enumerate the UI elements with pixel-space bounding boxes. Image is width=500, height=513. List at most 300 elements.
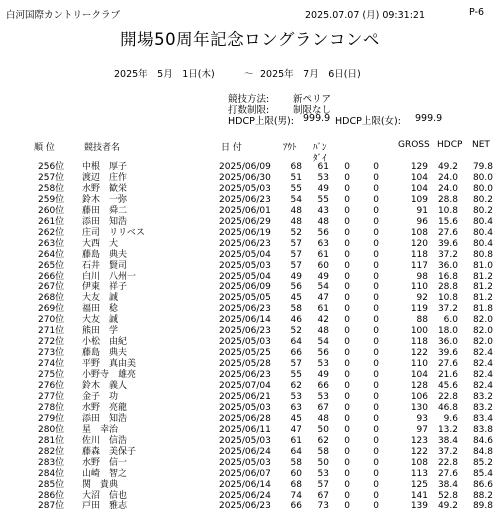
cell-net: 82.4	[472, 370, 493, 381]
cell-gross: 118	[410, 249, 428, 260]
cell-in: 43	[317, 205, 329, 216]
cell-net: 80.2	[472, 205, 493, 216]
cell-in: 54	[317, 337, 329, 348]
col-out: ｱｳﾄ	[283, 143, 297, 153]
cell-hdcp: 27.6	[437, 359, 458, 370]
cell-in: 63	[317, 238, 329, 249]
cell-count-1: 0	[344, 172, 350, 183]
cell-net: 80.4	[472, 216, 493, 227]
cell-net: 81.0	[472, 260, 493, 271]
cell-date: 2025/06/19	[219, 227, 271, 238]
cell-date: 2025/06/24	[219, 446, 271, 457]
cell-gross: 120	[410, 238, 428, 249]
cell-net: 82.0	[472, 337, 493, 348]
cell-in: 48	[317, 413, 329, 424]
cell-in: 57	[317, 479, 329, 490]
table-row	[0, 458, 500, 469]
cell-rank: 261位	[38, 216, 65, 227]
cell-count-1: 0	[344, 282, 350, 293]
cell-name: 戸田 雅志	[82, 501, 128, 512]
cell-count-1: 0	[344, 402, 350, 413]
cell-hdcp: 6.0	[443, 315, 458, 326]
cell-out: 45	[290, 413, 302, 424]
cell-in: 49	[317, 271, 329, 282]
cell-out: 68	[290, 162, 302, 172]
cell-date: 2025/07/04	[219, 381, 271, 391]
cell-gross: 119	[410, 304, 428, 315]
cell-out: 57	[290, 359, 302, 370]
cell-count-1: 0	[344, 194, 350, 205]
cell-count-2: 0	[373, 446, 379, 457]
cell-gross: 125	[410, 479, 428, 490]
cell-name: 石井 賢司	[82, 260, 128, 271]
cell-count-2: 0	[373, 315, 379, 326]
cell-hdcp: 16.8	[437, 271, 458, 282]
cell-out: 58	[290, 457, 302, 468]
cell-count-1: 0	[344, 337, 350, 348]
col-rank: 順 位	[34, 143, 55, 153]
cell-count-1: 0	[344, 304, 350, 315]
cell-out: 45	[290, 293, 302, 304]
cell-count-2: 0	[373, 435, 379, 446]
cell-name: 庄司 リリベス	[82, 227, 145, 238]
table-row	[0, 217, 500, 228]
cell-name: 藤森 美保子	[82, 446, 137, 457]
cell-out: 64	[290, 446, 302, 457]
cell-out: 48	[290, 216, 302, 227]
cell-name: 中根 厚子	[82, 162, 128, 172]
cell-date: 2025/05/03	[219, 260, 271, 271]
cell-out: 54	[290, 194, 302, 205]
cell-count-2: 0	[373, 304, 379, 315]
cell-date: 2025/06/21	[219, 391, 271, 402]
cell-in: 66	[317, 381, 329, 391]
cell-hdcp: 13.2	[437, 424, 458, 435]
cell-count-2: 0	[373, 260, 379, 271]
cell-rank: 282位	[38, 446, 65, 457]
cell-name: 平野 真由美	[82, 359, 137, 370]
cell-hdcp: 28.8	[437, 194, 458, 205]
hdcp-male-value: 999.9	[303, 113, 331, 124]
cell-count-1: 0	[344, 238, 350, 249]
cell-net: 83.8	[472, 424, 493, 435]
cell-hdcp: 37.2	[437, 304, 458, 315]
cell-date: 2025/05/05	[219, 293, 271, 304]
cell-name: 藤田 舜二	[82, 205, 128, 216]
cell-gross: 93	[416, 413, 428, 424]
cell-date: 2025/06/07	[219, 468, 271, 479]
cell-in: 58	[317, 446, 329, 457]
cell-date: 2025/06/23	[219, 238, 271, 249]
cell-net: 81.2	[472, 293, 493, 304]
cell-hdcp: 46.8	[437, 402, 458, 413]
cell-in: 49	[317, 370, 329, 381]
table-row	[0, 381, 500, 392]
col-gross: GROSS	[398, 140, 430, 150]
cell-gross: 113	[410, 468, 428, 479]
period-separator: ～	[244, 69, 254, 80]
club-name: 白河国際カントリークラブ	[6, 10, 121, 21]
cell-net: 83.2	[472, 391, 493, 402]
table-row	[0, 469, 500, 480]
cell-hdcp: 18.0	[437, 326, 458, 337]
cell-hdcp: 21.6	[437, 370, 458, 381]
cell-count-2: 0	[373, 424, 379, 435]
cell-name: 大友 誠	[82, 315, 119, 326]
table-row	[0, 370, 500, 381]
cell-name: 伊東 祥子	[82, 282, 128, 293]
cell-out: 52	[290, 326, 302, 337]
cell-gross: 118	[410, 337, 428, 348]
cell-name: 小野寺 雄亮	[82, 370, 137, 381]
cell-gross: 96	[416, 216, 428, 227]
hdcp-male-label: HDCP上限(男):	[228, 116, 294, 127]
cell-net: 85.4	[472, 468, 493, 479]
cell-count-2: 0	[373, 359, 379, 370]
cell-count-2: 0	[373, 282, 379, 293]
cell-count-1: 0	[344, 381, 350, 391]
period-start: 2025年 5月 1日(木)	[114, 69, 215, 80]
cell-count-1: 0	[344, 271, 350, 282]
cell-out: 74	[290, 490, 302, 501]
cell-out: 56	[290, 282, 302, 293]
cell-out: 68	[290, 479, 302, 490]
col-date: 日 付	[221, 143, 242, 153]
cell-count-1: 0	[344, 162, 350, 172]
cell-date: 2025/06/23	[219, 370, 271, 381]
cell-name: 星 幸治	[82, 424, 119, 435]
cell-hdcp: 49.2	[437, 501, 458, 512]
cell-count-2: 0	[373, 501, 379, 512]
cell-count-2: 0	[373, 249, 379, 260]
cell-net: 80.4	[472, 238, 493, 249]
hdcp-female-label: HDCP上限(女):	[335, 116, 401, 127]
cell-out: 66	[290, 348, 302, 359]
cell-hdcp: 10.8	[437, 205, 458, 216]
cell-net: 81.2	[472, 271, 493, 282]
cell-out: 55	[290, 183, 302, 194]
cell-count-2: 0	[373, 293, 379, 304]
cell-out: 57	[290, 260, 302, 271]
table-row	[0, 491, 500, 502]
cell-count-1: 0	[344, 424, 350, 435]
cell-gross: 122	[410, 348, 428, 359]
cell-hdcp: 22.8	[437, 391, 458, 402]
cell-rank: 273位	[38, 348, 65, 359]
cell-count-1: 0	[344, 293, 350, 304]
cell-hdcp: 28.8	[437, 282, 458, 293]
cell-count-1: 0	[344, 446, 350, 457]
cell-out: 66	[290, 501, 302, 512]
cell-date: 2025/05/04	[219, 249, 271, 260]
cell-in: 55	[317, 194, 329, 205]
cell-count-1: 0	[344, 457, 350, 468]
cell-hdcp: 38.4	[437, 435, 458, 446]
cell-date: 2025/05/03	[219, 435, 271, 446]
cell-in: 62	[317, 435, 329, 446]
cell-count-1: 0	[344, 249, 350, 260]
table-row	[0, 480, 500, 491]
cell-out: 48	[290, 205, 302, 216]
cell-hdcp: 24.0	[437, 183, 458, 194]
cell-net: 80.0	[472, 183, 493, 194]
cell-hdcp: 45.6	[437, 381, 458, 391]
cell-name: 大友 誠	[82, 293, 119, 304]
cell-count-2: 0	[373, 402, 379, 413]
col-bandai-2: ﾀﾞｲ	[313, 154, 327, 164]
cell-rank: 280位	[38, 424, 65, 435]
cell-count-2: 0	[373, 326, 379, 337]
cell-date: 2025/06/09	[219, 282, 271, 293]
cell-rank: 276位	[38, 381, 65, 391]
table-row	[0, 195, 500, 206]
cell-rank: 281位	[38, 435, 65, 446]
table-row	[0, 206, 500, 217]
cell-hdcp: 37.2	[437, 249, 458, 260]
cell-count-1: 0	[344, 216, 350, 227]
cell-in: 48	[317, 216, 329, 227]
cell-count-2: 0	[373, 205, 379, 216]
col-bandai-1: ﾊﾞﾝ	[313, 143, 327, 153]
cell-hdcp: 27.6	[437, 468, 458, 479]
table-row	[0, 293, 500, 304]
cell-count-1: 0	[344, 490, 350, 501]
cell-count-2: 0	[373, 370, 379, 381]
cell-count-1: 0	[344, 391, 350, 402]
table-row	[0, 315, 500, 326]
cell-in: 53	[317, 468, 329, 479]
cell-out: 61	[290, 435, 302, 446]
print-timestamp: 2025.07.07 (月) 09:31:21	[305, 10, 426, 21]
table-row	[0, 425, 500, 436]
cell-gross: 128	[410, 381, 428, 391]
table-row	[0, 501, 500, 512]
cell-gross: 97	[416, 424, 428, 435]
hdcp-female-value: 999.9	[415, 113, 443, 124]
cell-name: 山崎 智之	[82, 468, 128, 479]
cell-date: 2025/06/23	[219, 194, 271, 205]
cell-date: 2025/06/24	[219, 490, 271, 501]
col-hdcp: HDCP	[437, 140, 463, 150]
cell-hdcp: 39.6	[437, 238, 458, 249]
cell-net: 84.6	[472, 435, 493, 446]
cell-net: 83.2	[472, 402, 493, 413]
cell-rank: 265位	[38, 260, 65, 271]
cell-rank: 256位	[38, 162, 65, 172]
cell-count-1: 0	[344, 205, 350, 216]
cell-in: 53	[317, 359, 329, 370]
cell-out: 57	[290, 238, 302, 249]
cell-rank: 268位	[38, 293, 65, 304]
cell-net: 79.8	[472, 162, 493, 172]
cell-count-1: 0	[344, 359, 350, 370]
table-row	[0, 436, 500, 447]
cell-count-2: 0	[373, 468, 379, 479]
cell-hdcp: 36.0	[437, 337, 458, 348]
cell-hdcp: 24.0	[437, 172, 458, 183]
cell-gross: 123	[410, 435, 428, 446]
cell-net: 82.0	[472, 326, 493, 337]
cell-count-1: 0	[344, 413, 350, 424]
cell-rank: 263位	[38, 238, 65, 249]
cell-in: 61	[317, 249, 329, 260]
cell-gross: 117	[410, 260, 428, 271]
cell-in: 54	[317, 282, 329, 293]
cell-date: 2025/05/03	[219, 183, 271, 194]
cell-date: 2025/06/23	[219, 501, 271, 512]
cell-date: 2025/06/01	[219, 205, 271, 216]
cell-rank: 269位	[38, 304, 65, 315]
cell-date: 2025/05/28	[219, 359, 271, 370]
cell-net: 82.4	[472, 348, 493, 359]
cell-in: 48	[317, 326, 329, 337]
cell-hdcp: 36.0	[437, 260, 458, 271]
cell-name: 鈴木 一弥	[82, 194, 128, 205]
method-value: 新ペリア	[293, 94, 332, 105]
cell-net: 82.4	[472, 381, 493, 391]
page-number: P-6	[469, 7, 484, 18]
cell-in: 73	[317, 501, 329, 512]
cell-count-2: 0	[373, 271, 379, 282]
cell-date: 2025/06/23	[219, 326, 271, 337]
table-row	[0, 359, 500, 370]
method-label: 競技方法:	[228, 94, 270, 105]
cell-gross: 139	[410, 501, 428, 512]
cell-hdcp: 49.2	[437, 162, 458, 172]
limit-value: 制限なし	[293, 105, 332, 116]
cell-rank: 257位	[38, 172, 65, 183]
cell-in: 56	[317, 348, 329, 359]
cell-name: 大沼 信也	[82, 490, 128, 501]
cell-in: 60	[317, 260, 329, 271]
cell-net: 81.8	[472, 304, 493, 315]
cell-gross: 108	[410, 227, 428, 238]
cell-date: 2025/06/11	[219, 424, 271, 435]
table-row	[0, 162, 500, 173]
cell-count-2: 0	[373, 194, 379, 205]
cell-count-2: 0	[373, 457, 379, 468]
cell-count-2: 0	[373, 391, 379, 402]
cell-rank: 284位	[38, 468, 65, 479]
cell-in: 49	[317, 183, 329, 194]
cell-net: 82.4	[472, 359, 493, 370]
cell-count-2: 0	[373, 337, 379, 348]
cell-rank: 266位	[38, 271, 65, 282]
cell-hdcp: 22.8	[437, 457, 458, 468]
cell-gross: 98	[416, 271, 428, 282]
table-row	[0, 250, 500, 261]
cell-count-2: 0	[373, 183, 379, 194]
cell-count-1: 0	[344, 370, 350, 381]
cell-net: 85.2	[472, 457, 493, 468]
cell-out: 60	[290, 468, 302, 479]
cell-in: 50	[317, 424, 329, 435]
cell-gross: 129	[410, 162, 428, 172]
cell-date: 2025/06/14	[219, 315, 271, 326]
cell-out: 58	[290, 304, 302, 315]
cell-rank: 272位	[38, 337, 65, 348]
cell-out: 64	[290, 337, 302, 348]
cell-net: 86.6	[472, 479, 493, 490]
cell-rank: 259位	[38, 194, 65, 205]
cell-hdcp: 10.8	[437, 293, 458, 304]
table-row	[0, 272, 500, 283]
cell-name: 水野 亮龍	[82, 402, 128, 413]
cell-rank: 274位	[38, 359, 65, 370]
cell-count-1: 0	[344, 315, 350, 326]
cell-hdcp: 27.6	[437, 227, 458, 238]
cell-count-1: 0	[344, 326, 350, 337]
period-end: 2025年 7月 6日(日)	[260, 69, 361, 80]
cell-count-2: 0	[373, 162, 379, 172]
cell-name: 白川 八州一	[82, 271, 137, 282]
table-row	[0, 348, 500, 359]
cell-name: 藤島 典夫	[82, 249, 128, 260]
cell-gross: 104	[410, 370, 428, 381]
cell-gross: 109	[410, 194, 428, 205]
cell-count-2: 0	[373, 238, 379, 249]
cell-rank: 271位	[38, 326, 65, 337]
cell-name: 渡辺 庄作	[82, 172, 128, 183]
cell-gross: 141	[410, 490, 428, 501]
cell-date: 2025/05/04	[219, 271, 271, 282]
cell-hdcp: 37.2	[437, 446, 458, 457]
cell-gross: 106	[410, 391, 428, 402]
cell-in: 67	[317, 402, 329, 413]
cell-count-1: 0	[344, 227, 350, 238]
cell-name: 佐川 信浩	[82, 435, 128, 446]
cell-net: 83.4	[472, 413, 493, 424]
table-row	[0, 282, 500, 293]
table-row	[0, 184, 500, 195]
cell-count-2: 0	[373, 172, 379, 183]
cell-count-1: 0	[344, 260, 350, 271]
cell-out: 53	[290, 391, 302, 402]
cell-count-1: 0	[344, 468, 350, 479]
cell-in: 47	[317, 293, 329, 304]
cell-rank: 260位	[38, 205, 65, 216]
table-row	[0, 447, 500, 458]
cell-date: 2025/05/03	[219, 337, 271, 348]
cell-count-1: 0	[344, 435, 350, 446]
cell-gross: 110	[410, 359, 428, 370]
cell-in: 61	[317, 162, 329, 172]
cell-gross: 100	[410, 326, 428, 337]
cell-gross: 91	[416, 205, 428, 216]
table-row	[0, 228, 500, 239]
cell-rank: 262位	[38, 227, 65, 238]
cell-name: 添田 知浩	[82, 413, 128, 424]
table-row	[0, 261, 500, 272]
col-net: NET	[472, 140, 490, 150]
cell-net: 82.0	[472, 315, 493, 326]
table-row	[0, 414, 500, 425]
cell-hdcp: 39.6	[437, 348, 458, 359]
cell-rank: 287位	[38, 501, 65, 512]
cell-gross: 130	[410, 402, 428, 413]
cell-out: 57	[290, 249, 302, 260]
cell-name: 藤島 典夫	[82, 348, 128, 359]
col-name: 競技者名	[84, 143, 121, 153]
cell-gross: 110	[410, 282, 428, 293]
cell-hdcp: 52.8	[437, 490, 458, 501]
cell-count-2: 0	[373, 479, 379, 490]
cell-rank: 258位	[38, 183, 65, 194]
cell-gross: 88	[416, 315, 428, 326]
cell-rank: 277位	[38, 391, 65, 402]
cell-out: 63	[290, 402, 302, 413]
cell-out: 52	[290, 227, 302, 238]
